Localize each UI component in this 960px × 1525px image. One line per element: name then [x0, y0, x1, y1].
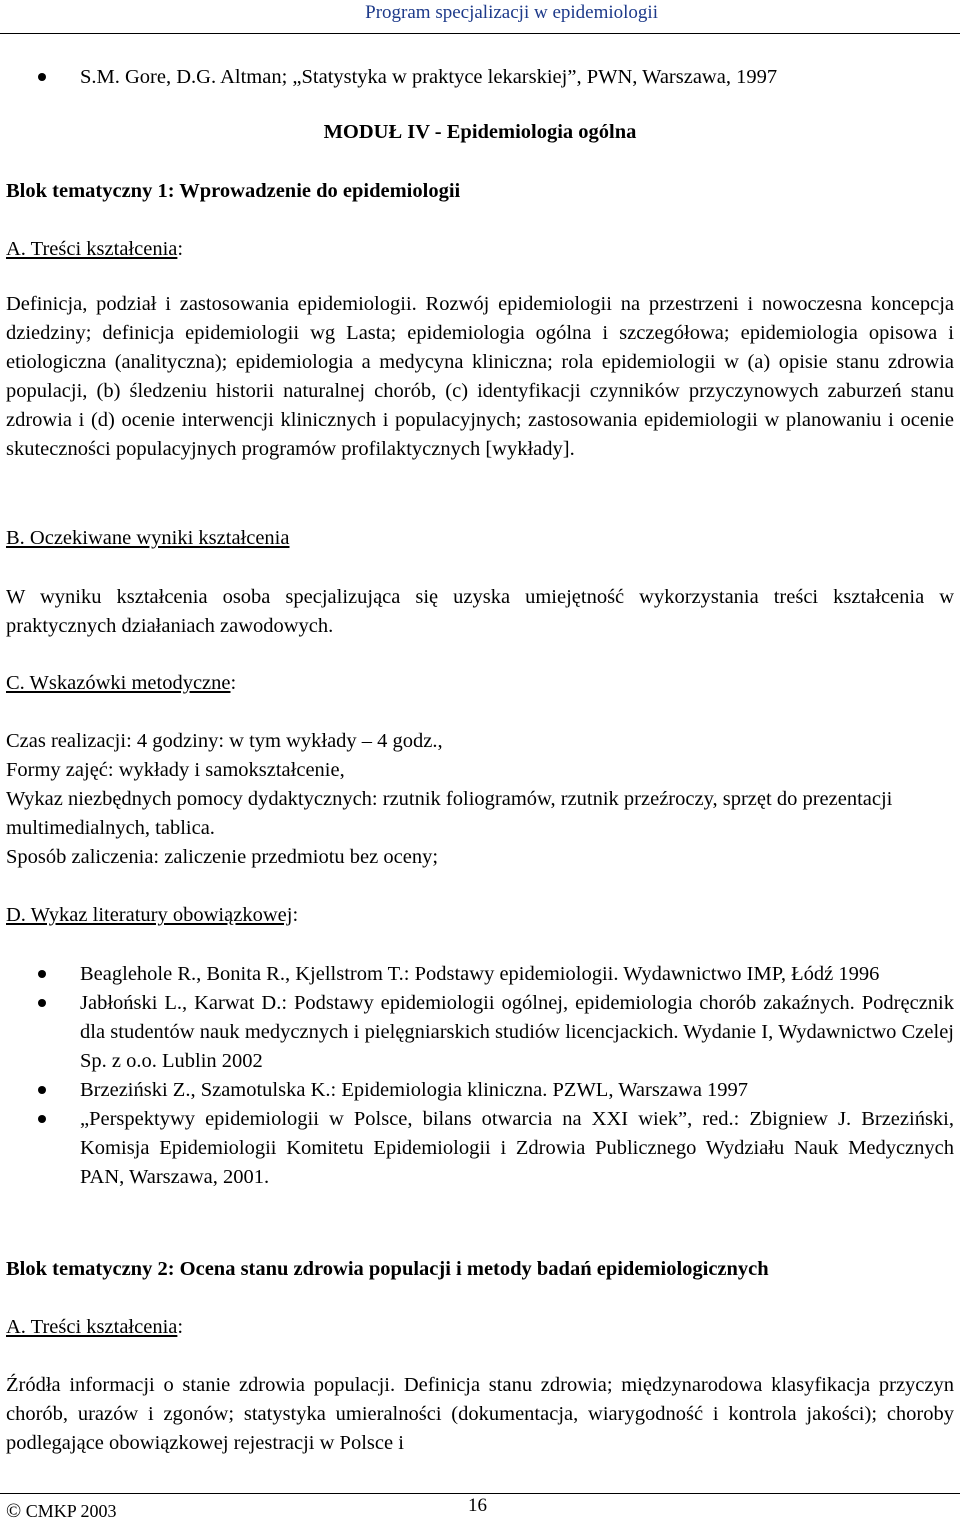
- block1-title: Blok tematyczny 1: Wprowadzenie do epidemiologii: [6, 180, 461, 202]
- block1-c-heading: [6, 669, 954, 698]
- block1-a-heading-text: A. Treści kształcenia: [6, 238, 178, 260]
- block1-c-list: [6, 727, 954, 872]
- top-bullet-item: [6, 63, 960, 92]
- block1-a-colon: :: [177, 238, 184, 260]
- c-line-forms: Formy zajęć: wykłady i samokształcenie,: [6, 759, 345, 781]
- block2-title: Blok tematyczny 2: Ocena stanu zdrowia populacji i metody badań epidemiologicznych: [6, 1258, 769, 1280]
- header-rule: [0, 33, 960, 34]
- block1-a-paragraph: Definicja, podział i zastosowania epidemiologii. Rozwój epidemiologii na przestrzeni i nowoczesna koncepcja dziedziny; definicja epidemiologii wg Lasta; epidemiologia ogólna i szczegółowa; epidemiologia opisowa i etiologiczna (analityczna); epidemiologia a medycyna kliniczna; rola epidemiologii w (a) opisie stanu zdrowia populacji, (b) śledzeniu historii naturalnej chorób, (c) identyfikacji czynników przyczynowych zaburzeń stanu zdrowia i (d) ocenie interwencji klinicznych i populacyjnych; zastosowania epidemiologii w planowaniu i ocenie skuteczności populacyjnych programów profilaktycznych [wykłady].: [6, 293, 954, 460]
- c-line-duration: Czas realizacji: 4 godziny: w tym wykłady – 4 godz.,: [6, 730, 443, 752]
- top-bullet-text: S.M. Gore, D.G. Altman; „Statystyka w praktyce lekarskiej”, PWN, Warszawa, 1997: [80, 66, 778, 88]
- literature-item-text: Jabłoński L., Karwat D.: Podstawy epidemiologii ogólnej, epidemiologia chorób zakaźnych. Podręcznik dla studentów nauk medycznych i pielęgniarskich studiów licencjackich. Wydanie I, Wydawnictwo Czelej Sp. z o.o. Lublin 2002: [80, 992, 954, 1072]
- c-line-assessment: Sposób zaliczenia: zaliczenie przedmiotu bez oceny;: [6, 846, 439, 868]
- block1-a-heading: [6, 235, 954, 264]
- bullet-icon: [38, 999, 46, 1007]
- bullet-icon: [38, 1115, 46, 1123]
- block1-b-heading: [6, 524, 954, 553]
- literature-item: [6, 989, 954, 1076]
- block2-a-paragraph: Źródła informacji o stanie zdrowia populacji. Definicja stanu zdrowia; międzynarodowa klasyfikacja przyczyn chorób, urazów i zgonów; statystyka umieralności (dokumentacja, wiarygodność i kontrola jakości); choroby podlegające obowiązkowej rejestracji w Polsce i: [6, 1374, 954, 1454]
- block1-c-heading-text: C. Wskazówki metodyczne: [6, 672, 231, 694]
- bullet-icon: [38, 970, 46, 978]
- block1-d-colon: :: [292, 904, 299, 926]
- literature-item: [6, 1076, 954, 1105]
- block2-a-colon: :: [177, 1316, 184, 1338]
- literature-item: [6, 1105, 954, 1192]
- literature-item: [6, 960, 954, 989]
- literature-item-text: „Perspektywy epidemiologii w Polsce, bilans otwarcia na XXI wiek”, red.: Zbigniew J. Brzeziński, Komisja Epidemiologii Komitetu Epidemiologii i Zdrowia Publicznego Wydziału Nauk Medycznych PAN, Warszawa, 2001.: [80, 1108, 954, 1188]
- block1-b-heading-text: B. Oczekiwane wyniki kształcenia: [6, 527, 290, 549]
- module-title: MODUŁ IV - Epidemiologia ogólna: [323, 121, 637, 143]
- bullet-icon: [38, 73, 46, 81]
- block1-c-colon: :: [230, 672, 237, 694]
- copyright-text: CMKP 2003: [25, 1501, 117, 1521]
- block1-d-heading: [6, 901, 954, 930]
- bullet-icon: [38, 1086, 46, 1094]
- block2-a-heading: [6, 1313, 954, 1342]
- copyright-icon: ©: [6, 1500, 22, 1522]
- c-line-aids: Wykaz niezbędnych pomocy dydaktycznych: rzutnik foliogramów, rzutnik przeźroczy, sprzęt do prezentacji multimedialnych, tablica.: [6, 788, 893, 839]
- block1-d-heading-text: D. Wykaz literatury obowiązkowej: [6, 904, 293, 926]
- block2-a-heading-text: A. Treści kształcenia: [6, 1316, 178, 1338]
- literature-item-text: Brzeziński Z., Szamotulska K.: Epidemiologia kliniczna. PZWL, Warszawa 1997: [80, 1079, 749, 1101]
- running-header: Program specjalizacji w epidemiologii: [365, 2, 658, 23]
- block1-b-paragraph: W wyniku kształcenia osoba specjalizująca się uzyska umiejętność wykorzystania treści kształcenia w praktycznych działaniach zawodowych.: [6, 586, 954, 637]
- literature-list: [6, 960, 954, 1192]
- literature-item-text: Beaglehole R., Bonita R., Kjellstrom T.: Podstawy epidemiologii. Wydawnictwo IMP, Łódź 1996: [80, 963, 880, 985]
- footer-rule: [0, 1493, 960, 1494]
- footer-copyright: [6, 1500, 117, 1523]
- page-number: 16: [468, 1495, 487, 1516]
